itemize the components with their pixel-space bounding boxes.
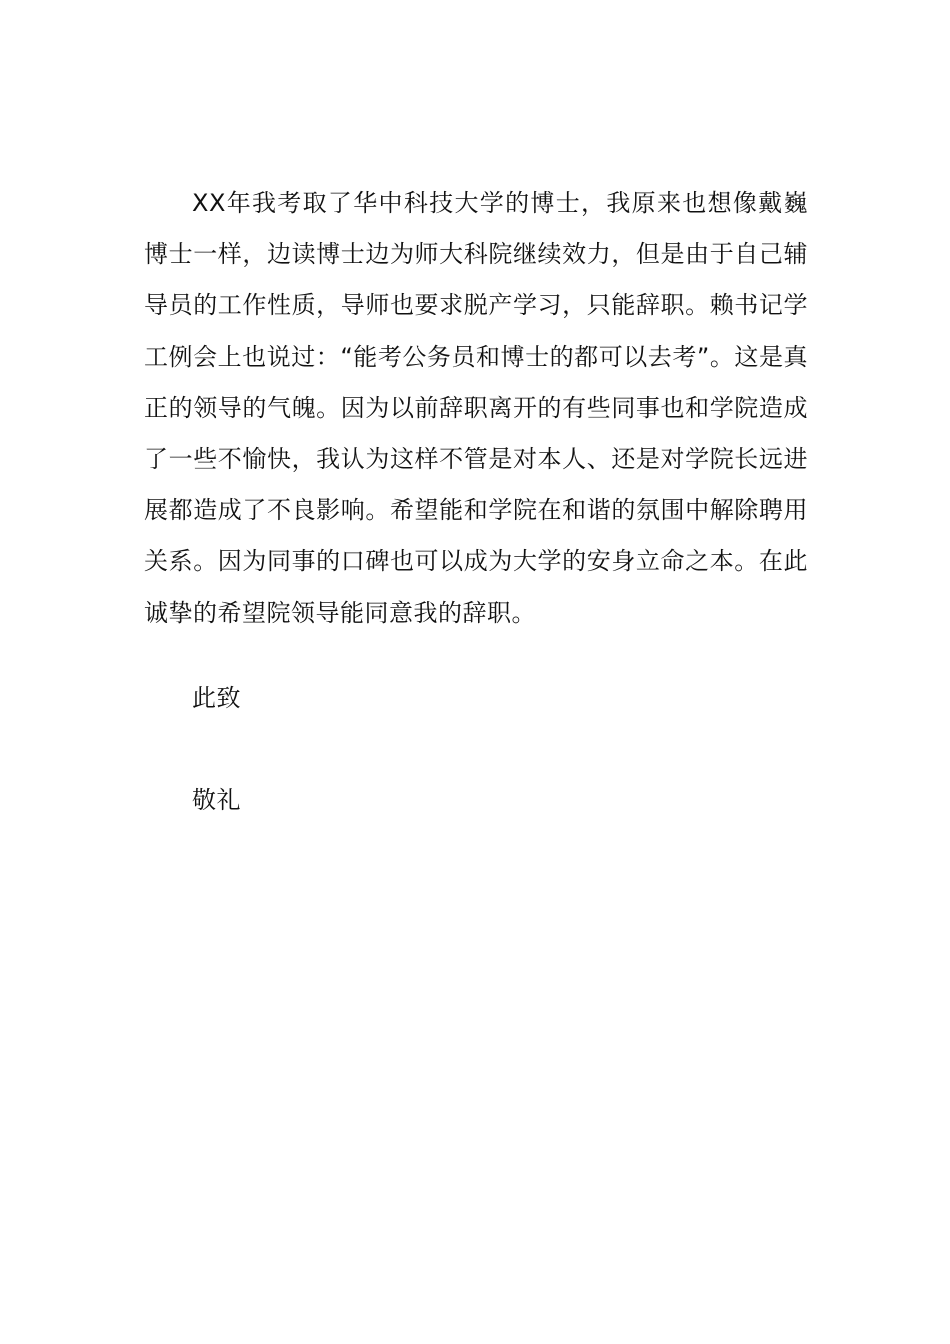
closing-regards: 敬礼 [192,786,241,814]
letter-body-paragraph: XX年我考取了华中科技大学的博士，我原来也想像戴巍博士一样，边读博士边为师大科院继续效力，但是由于自己辅导员的工作性质，导师也要求脱产学习，只能辞职。赖书记学工例会上也说过：“能考公务员和博士的都可以去考”。这是真正的领导的气魄。因为以前辞职离开的有些同事也和学院造成了一些不愉快，我认为这样不管是对本人、还是对学院长远进展都造成了不良影响。希望能和学院在和谐的氛围中解除聘用关系。因为同事的口碑也可以成为大学的安身立命之本。在此诚挚的希望院领导能同意我的辞职。 [144,189,808,627]
closing-salutation: 此致 [192,684,241,712]
